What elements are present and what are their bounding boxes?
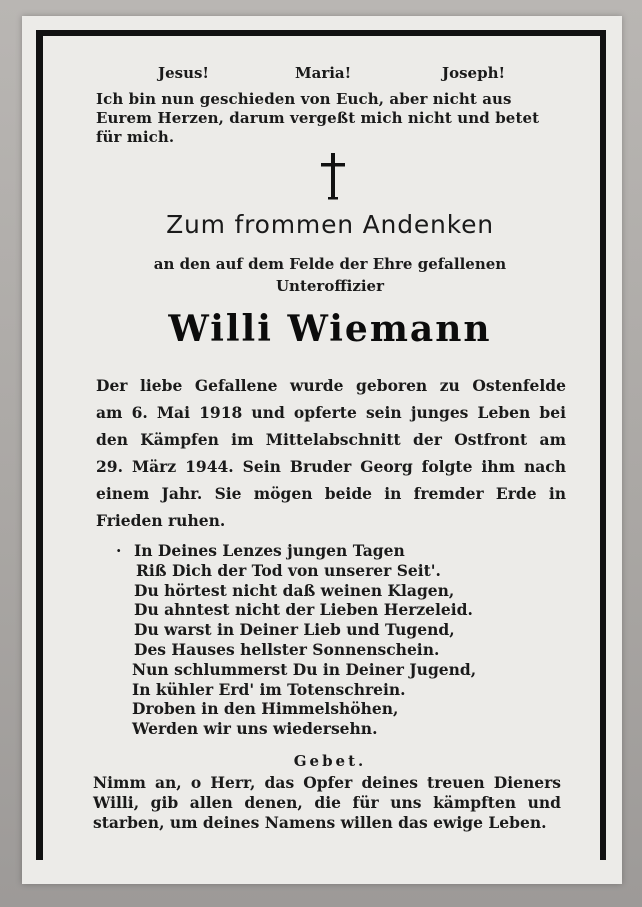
invocation-maria: Maria! [295, 64, 352, 82]
memorial-poem [116, 541, 540, 739]
opening-verse [96, 90, 571, 147]
invocation-joseph: Joseph! [442, 64, 506, 82]
poem-line: Riß Dich der Tod von unserer Seit'. [136, 560, 441, 580]
poem-line: Des Hauses hellster Sonnenschein. [134, 639, 440, 659]
poem-line: Du ahntest nicht der Lieben Herzeleid. [134, 600, 473, 620]
biography-line: Frieden ruhen. [96, 511, 226, 530]
mourning-border-top [36, 30, 606, 36]
biography-line: den Kämpfen im Mittelabschnitt der Ostfront am [96, 430, 566, 449]
biography-line: Der liebe Gefallene wurde geboren zu Ostenfelde [96, 376, 566, 395]
invocation-jesus: Jesus! [158, 64, 210, 82]
mourning-border-left [36, 30, 43, 860]
prayer-line: Willi, gib allen denen, die für uns kämpften und [93, 793, 561, 812]
mourning-border-right [600, 30, 606, 860]
dedication [60, 253, 600, 297]
opening-line: für mich. [96, 128, 175, 146]
prayer [93, 773, 561, 833]
poem-line: In kühler Erd' im Totenschrein. [132, 679, 406, 699]
dedication-line: an den auf dem Felde der Ehre gefallenen [153, 255, 507, 273]
biography [96, 372, 566, 534]
poem-bullet: · [116, 541, 122, 560]
prayer-line: Nimm an, o Herr, das Opfer deines treuen Dieners [93, 773, 561, 792]
poem-line: Werden wir uns wiedersehn. [132, 719, 378, 739]
opening-line: Eurem Herzen, darum vergeßt mich nicht und betet [96, 109, 540, 127]
poem-line: Nun schlummerst Du in Deiner Jugend, [132, 659, 477, 679]
biography-line: am 6. Mai 1918 und opferte sein junges Leben bei [96, 403, 566, 422]
poem-line: Droben in den Himmelshöhen, [132, 699, 399, 719]
prayer-line: starben, um deines Namens willen das ewige Leben. [93, 813, 547, 832]
rank-line: Unteroffizier [275, 277, 385, 295]
poem-line: In Deines Lenzes jungen Tagen [134, 541, 405, 560]
memorial-heading: Zum frommen Andenken [166, 210, 494, 239]
deceased-name: Willi Wiemann [168, 308, 492, 350]
poem-line: Du hörtest nicht daß weinen Klagen, [134, 580, 455, 600]
prayer-heading: Gebet. [293, 752, 367, 770]
biography-line: einem Jahr. Sie mögen beide in fremder Erde in [96, 484, 566, 503]
opening-line: Ich bin nun geschieden von Euch, aber nicht aus [96, 90, 512, 108]
poem-line: Du warst in Deiner Lieb und Tugend, [134, 620, 455, 640]
biography-line: 29. März 1944. Sein Bruder Georg folgte ihm nach [96, 457, 566, 476]
latin-cross-icon [318, 152, 348, 200]
